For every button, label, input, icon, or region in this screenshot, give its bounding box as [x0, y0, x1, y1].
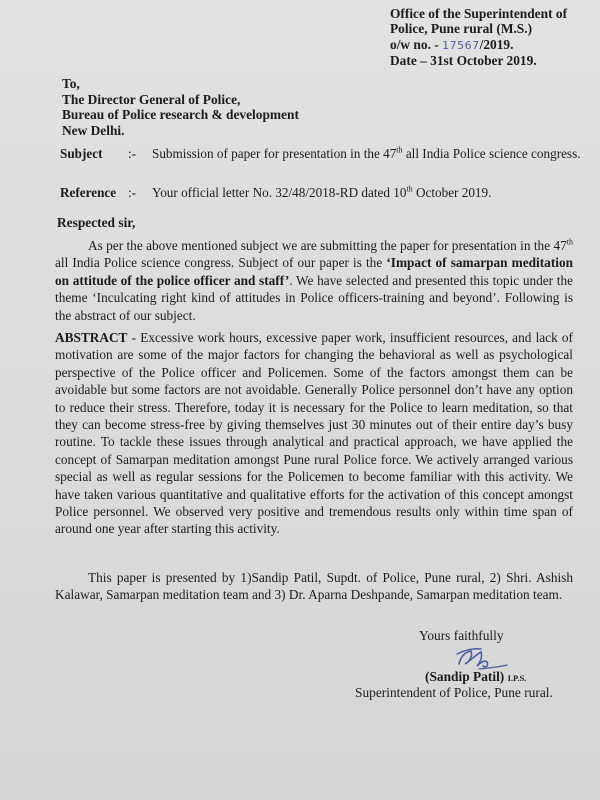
- sender-office-block: [390, 6, 567, 69]
- signature-icon: [451, 642, 511, 672]
- intro-paragraph: [55, 237, 573, 324]
- reference-text-after: October 2019.: [412, 185, 492, 200]
- intro-part-2: all India Police science congress. Subject of our paper is the: [55, 255, 387, 271]
- reference-text-before: Your official letter No. 32/48/2018-RD dated 10: [152, 185, 407, 200]
- recipient-line-1: The Director General of Police,: [62, 91, 241, 107]
- signatory-designation: Superintendent of Police, Pune rural.: [355, 685, 553, 700]
- subject-separator: :-: [128, 146, 137, 161]
- signatory-name-text: (Sandip Patil): [425, 669, 505, 684]
- recipient-line-2: Bureau of Police research & development: [62, 107, 299, 123]
- office-line-2: Police, Pune rural (M.S.): [390, 21, 533, 37]
- presenters-paragraph: [55, 569, 573, 604]
- intro-part-1: As per the above mentioned subject we are submitting the paper for presentation in the 47: [88, 238, 567, 253]
- recipient-to: To,: [62, 76, 80, 91]
- intro-part-3: . We have selected and presented this topic under the theme ‘Inculcating right kind of attitudes in Police officers-training and beyond’. Following is the abstract of our subject.: [55, 272, 573, 323]
- subject-row: [60, 146, 582, 161]
- reference-separator: :-: [128, 185, 137, 200]
- office-line-1: Office of the Superintendent of: [390, 6, 568, 21]
- ow-number-handwritten: 17567: [442, 38, 480, 52]
- recipient-block: [62, 76, 299, 138]
- outward-number: [390, 37, 567, 53]
- letter-date: Date – 31st October 2019.: [390, 53, 537, 69]
- subject-label: Subject: [60, 146, 103, 161]
- subject-sup: th: [396, 145, 403, 155]
- ow-suffix: /2019.: [479, 36, 514, 52]
- paper-title: ‘Impact of samarpan meditation on attitude of the police officer and staff’: [55, 255, 573, 288]
- subject-text-before: Submission of paper for presentation in the 47: [152, 146, 397, 161]
- reference-row: [60, 185, 582, 200]
- abstract-label: ABSTRACT: [55, 330, 128, 345]
- salutation: Respected sir,: [57, 215, 136, 230]
- reference-sup: th: [406, 184, 413, 194]
- ow-prefix: o/w no. -: [390, 36, 443, 52]
- signatory-name: [425, 669, 526, 686]
- subject-text-after: all India Police science congress.: [402, 146, 581, 161]
- signatory-suffix: I.P.S.: [507, 673, 527, 683]
- yours-faithfully: Yours faithfully: [419, 628, 504, 643]
- abstract-text: - Excessive work hours, excessive paper work, insufficient resources, and lack of motivation are some of the major factors for changing the behavioral as well as psychological perspective of the Police officer and Policemen. Some of the factors amongst them can be avoidable but some factors are not avoidable. Generally Police personnel don’t have any option to reduce their stress. Therefore, today it is necessary for the Police to learn meditation, so that they can become stress-free by giving themselves just 30 minutes out of their entire day’s busy routine. To tackle these issues through analytical and practical approach, we have applied the concept of Samarpan meditation amongst Pune rural Police force. We actively arranged various special as well as regular sessions for the Policemen to become familiar with this activity. We have taken various quantitative and qualitative efforts for the activation of this concept amongst Police personnel. We observed very positive and tremendous results only within time span of around one year after starting this activity.: [55, 330, 573, 537]
- recipient-line-3: New Delhi.: [62, 122, 125, 138]
- presenters-text: This paper is presented by 1)Sandip Patil, Supdt. of Police, Pune rural, 2) Shri. Ashish Kalawar, Samarpan meditation team and 3) Dr. Aparna Deshpande, Samarpan meditation team.: [55, 570, 573, 603]
- subject-text: [152, 146, 582, 161]
- intro-sup: th: [566, 237, 573, 247]
- reference-label: Reference: [60, 185, 117, 200]
- abstract-paragraph: [55, 329, 573, 538]
- reference-text: [152, 185, 582, 200]
